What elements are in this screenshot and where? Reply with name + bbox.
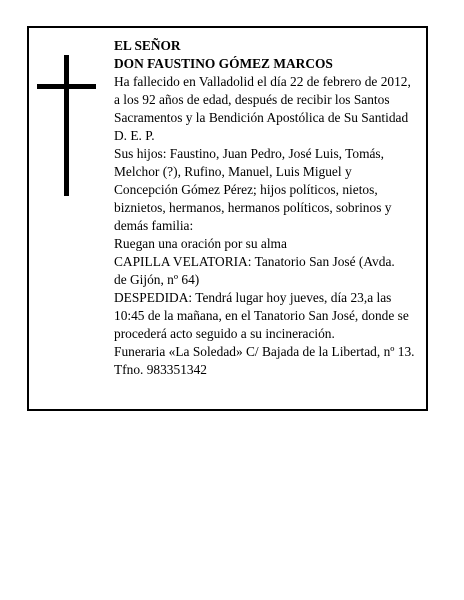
cross-icon-vertical-bar bbox=[64, 55, 69, 196]
notice-line: a los 92 años de edad, después de recibir los Santos bbox=[114, 92, 390, 107]
notice-line: CAPILLA VELATORIA: Tanatorio San José (Avda. bbox=[114, 254, 395, 269]
notice-line: demás familia: bbox=[114, 218, 194, 233]
notice-line: biznietos, hermanos, hermanos políticos, sobrinos y bbox=[114, 200, 392, 215]
notice-line: Sus hijos: Faustino, Juan Pedro, José Luis, Tomás, bbox=[114, 146, 384, 161]
notice-line: de Gijón, nº 64) bbox=[114, 272, 200, 287]
notice-line: Funeraria «La Soledad» C/ Bajada de la Libertad, nº 13. bbox=[114, 344, 415, 359]
deceased-name: DON FAUSTINO GÓMEZ MARCOS bbox=[114, 56, 333, 71]
notice-heading: EL SEÑOR bbox=[114, 38, 181, 53]
notice-line: Concepción Gómez Pérez; hijos políticos, nietos, bbox=[114, 182, 378, 197]
notice-line: 10:45 de la mañana, en el Tanatorio San José, donde se bbox=[114, 308, 409, 323]
notice-line: DESPEDIDA: Tendrá lugar hoy jueves, día 23,a las bbox=[114, 290, 392, 305]
notice-line: D. E. P. bbox=[114, 128, 155, 143]
notice-line: Melchor (?), Rufino, Manuel, Luis Miguel y bbox=[114, 164, 352, 179]
notice-line: Ruegan una oración por su alma bbox=[114, 236, 287, 251]
notice-line: Ha fallecido en Valladolid el día 22 de febrero de 2012, bbox=[114, 74, 411, 89]
notice-line: Tfno. 983351342 bbox=[114, 362, 207, 377]
obituary-text-block bbox=[114, 37, 426, 379]
notice-line: Sacramentos y la Bendición Apostólica de Su Santidad bbox=[114, 110, 409, 125]
notice-line: procederá acto seguido a su incineración. bbox=[114, 326, 335, 341]
cross-icon-horizontal-bar bbox=[37, 84, 96, 89]
